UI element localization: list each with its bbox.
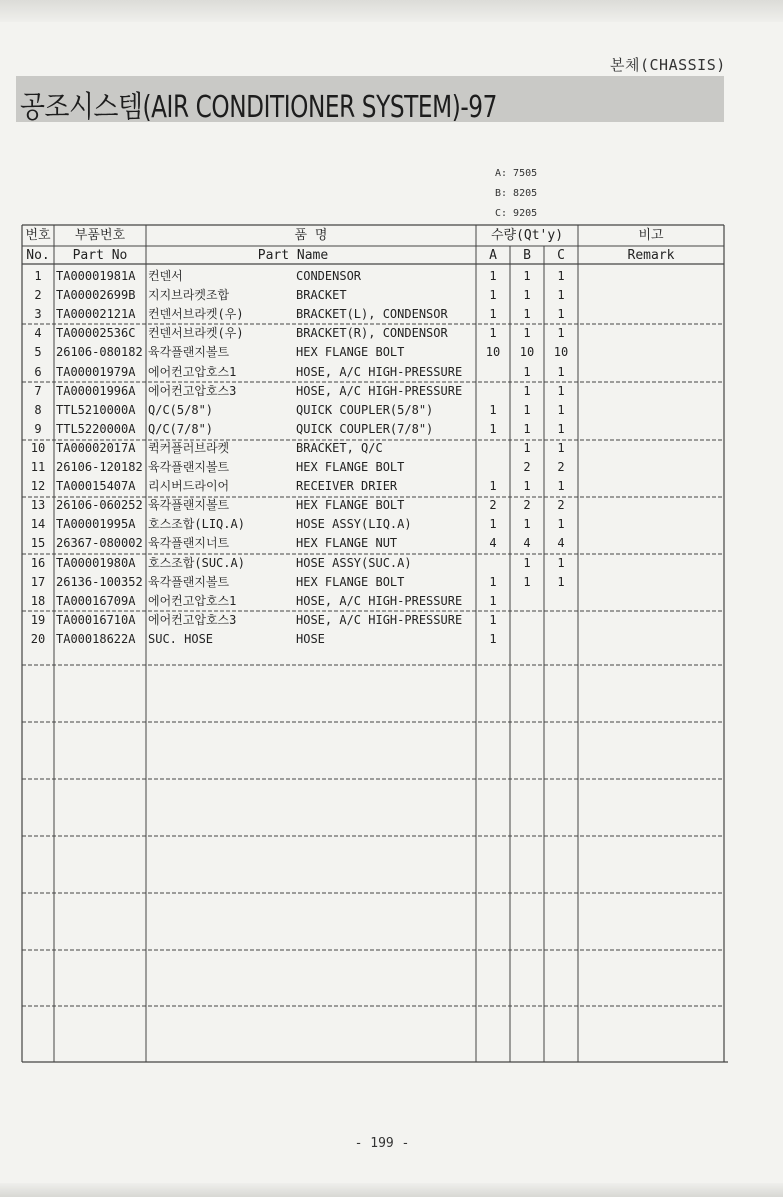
- cell-no: 15: [30, 536, 46, 551]
- cell-a: 10: [485, 345, 501, 360]
- cell-name-en: BRACKET: [296, 288, 347, 303]
- cell-part-no: 26136-100352: [56, 574, 143, 589]
- cell-part-no: 26106-060252: [56, 498, 143, 513]
- cell-name-ko: 호스조합(SUC.A): [148, 555, 245, 570]
- cell-part-no: 26367-080002: [56, 536, 143, 551]
- cell-name-en: QUICK COUPLER(5/8"): [296, 402, 434, 417]
- cell-name-ko: 퀵커플러브라켓: [148, 440, 230, 455]
- cell-no: 2: [34, 288, 42, 303]
- cell-b: 1: [523, 440, 531, 455]
- cell-name-en: HEX FLANGE BOLT: [296, 498, 405, 513]
- cell-b: 1: [523, 364, 531, 379]
- cell-part-no: TA00001980A: [56, 555, 136, 570]
- header-remark-ko: 비고: [638, 228, 664, 243]
- cell-a: 1: [489, 421, 497, 436]
- cell-b: 2: [523, 460, 531, 474]
- cell-c: 2: [557, 460, 565, 474]
- cell-part-no: TA00016710A: [56, 612, 136, 627]
- cell-name-en: BRACKET(L), CONDENSOR: [296, 307, 448, 322]
- cell-no: 18: [30, 593, 46, 608]
- cell-c: 1: [557, 517, 565, 532]
- cell-no: 20: [30, 631, 46, 646]
- cell-part-no: TA00002536C: [56, 326, 136, 341]
- variant-c-label: C: 9205: [495, 208, 538, 219]
- cell-b: 1: [523, 517, 531, 532]
- cell-c: 1: [557, 421, 565, 436]
- cell-a: 1: [489, 269, 497, 283]
- cell-a: 2: [489, 498, 497, 513]
- cell-no: 11: [30, 460, 46, 474]
- cell-b: 2: [523, 498, 531, 513]
- header-no-ko: 번호: [25, 228, 51, 243]
- cell-a: 1: [489, 517, 497, 532]
- cell-a: 1: [489, 479, 497, 494]
- cell-part-no: TA00002017A: [56, 440, 136, 455]
- header-remark-en: Remark: [627, 248, 675, 263]
- section-label: 본체(CHASSIS): [610, 56, 726, 74]
- cell-a: 1: [489, 631, 497, 646]
- cell-name-en: QUICK COUPLER(7/8"): [296, 421, 434, 436]
- cell-name-ko: 지지브라켓조합: [148, 288, 230, 303]
- cell-part-no: TA00018622A: [56, 631, 136, 646]
- cell-c: 1: [557, 307, 565, 322]
- cell-c: 1: [557, 479, 565, 494]
- cell-name-en: BRACKET, Q/C: [296, 440, 383, 455]
- cell-part-no: TA00002121A: [56, 307, 136, 322]
- cell-b: 1: [523, 307, 531, 322]
- variant-a-label: A: 7505: [495, 168, 538, 179]
- cell-a: 1: [489, 574, 497, 589]
- header-part-no-ko: 부품번호: [74, 228, 126, 243]
- cell-name-en: HOSE ASSY(SUC.A): [296, 555, 412, 570]
- cell-a: 1: [489, 593, 497, 608]
- cell-part-no: 26106-120182: [56, 460, 143, 474]
- cell-name-en: HEX FLANGE BOLT: [296, 345, 405, 360]
- cell-no: 10: [30, 440, 46, 455]
- cell-b: 1: [523, 269, 531, 283]
- cell-c: 1: [557, 402, 565, 417]
- cell-c: 1: [557, 555, 565, 570]
- cell-c: 10: [553, 345, 569, 360]
- cell-name-en: HEX FLANGE BOLT: [296, 460, 405, 474]
- cell-part-no: TA00002699B: [56, 288, 136, 303]
- cell-no: 4: [34, 326, 42, 341]
- header-part-no-en: Part No: [72, 248, 128, 263]
- cell-name-ko: 육각플랜지볼트: [148, 345, 230, 360]
- cell-part-no: TTL5210000A: [56, 402, 136, 417]
- cell-c: 1: [557, 326, 565, 341]
- cell-name-ko: 육각플랜지볼트: [148, 574, 230, 589]
- header-col-b: B: [523, 248, 531, 263]
- cell-a: 1: [489, 288, 497, 303]
- header-no-en: No.: [26, 248, 50, 263]
- cell-no: 19: [30, 612, 46, 627]
- cell-no: 12: [30, 479, 46, 494]
- header-col-a: A: [489, 248, 497, 263]
- cell-part-no: TA00015407A: [56, 479, 136, 494]
- cell-part-no: TA00016709A: [56, 593, 136, 608]
- cell-name-ko: 육각플랜지너트: [148, 536, 230, 551]
- header-col-c: C: [557, 248, 565, 263]
- cell-b: 1: [523, 288, 531, 303]
- cell-part-no: TA00001995A: [56, 517, 136, 532]
- cell-part-no: TA00001981A: [56, 269, 136, 283]
- cell-c: 4: [557, 536, 565, 551]
- cell-a: 1: [489, 326, 497, 341]
- cell-name-ko: 에어컨고압호스3: [148, 383, 237, 398]
- cell-name-ko: 육각플랜지볼트: [148, 498, 230, 513]
- cell-b: 1: [523, 421, 531, 436]
- cell-name-ko: Q/C(7/8"): [148, 421, 214, 436]
- cell-no: 5: [34, 345, 42, 360]
- cell-a: 1: [489, 612, 497, 627]
- cell-name-ko: 리시버드라이어: [148, 479, 230, 494]
- cell-b: 1: [523, 402, 531, 417]
- cell-name-en: HOSE ASSY(LIQ.A): [296, 517, 412, 532]
- cell-c: 1: [557, 383, 565, 398]
- cell-no: 7: [34, 383, 42, 398]
- variant-b-label: B: 8205: [495, 188, 538, 199]
- cell-name-ko: 에어컨고압호스3: [148, 612, 237, 627]
- cell-name-ko: 육각플랜지볼트: [148, 460, 230, 474]
- header-qty: 수량(Qt'y): [490, 228, 564, 243]
- cell-part-no: TTL5220000A: [56, 421, 136, 436]
- cell-name-en: HOSE, A/C HIGH-PRESSURE: [296, 593, 463, 608]
- cell-b: 1: [523, 326, 531, 341]
- cell-name-en: CONDENSOR: [296, 269, 362, 283]
- cell-no: 17: [30, 574, 46, 589]
- cell-name-ko: Q/C(5/8"): [148, 402, 214, 417]
- page-title: 공조시스템(AIR CONDITIONER SYSTEM)-97: [20, 90, 497, 125]
- cell-name-en: HOSE, A/C HIGH-PRESSURE: [296, 383, 463, 398]
- cell-no: 9: [34, 421, 42, 436]
- cell-b: 10: [519, 345, 535, 360]
- cell-b: 1: [523, 383, 531, 398]
- header-part-name-en: Part Name: [257, 248, 329, 263]
- cell-part-no: TA00001979A: [56, 364, 136, 379]
- cell-name-ko: 컨덴서: [148, 269, 183, 283]
- cell-c: 1: [557, 269, 565, 283]
- cell-name-en: HOSE, A/C HIGH-PRESSURE: [296, 612, 463, 627]
- cell-c: 1: [557, 288, 565, 303]
- cell-no: 16: [30, 555, 46, 570]
- cell-no: 13: [30, 498, 46, 513]
- cell-name-ko: 에어컨고압호스1: [148, 364, 237, 379]
- cell-part-no: 26106-080182: [56, 345, 143, 360]
- cell-name-ko: 컨덴서브라켓(우): [148, 307, 244, 322]
- cell-name-ko: 에어컨고압호스1: [148, 593, 237, 608]
- cell-a: 4: [489, 536, 497, 551]
- cell-name-en: HOSE, A/C HIGH-PRESSURE: [296, 364, 463, 379]
- cell-name-ko: 컨덴서브라켓(우): [148, 326, 244, 341]
- cell-b: 4: [523, 536, 531, 551]
- cell-b: 1: [523, 479, 531, 494]
- cell-c: 1: [557, 440, 565, 455]
- cell-name-en: BRACKET(R), CONDENSOR: [296, 326, 448, 341]
- cell-no: 1: [34, 269, 42, 283]
- cell-name-ko: 호스조합(LIQ.A): [148, 517, 245, 532]
- cell-part-no: TA00001996A: [56, 383, 136, 398]
- cell-name-en: HEX FLANGE BOLT: [296, 574, 405, 589]
- page-number: - 199 -: [354, 1136, 410, 1151]
- cell-no: 14: [30, 517, 46, 532]
- cell-name-en: RECEIVER DRIER: [296, 479, 398, 494]
- cell-c: 1: [557, 574, 565, 589]
- cell-c: 2: [557, 498, 565, 513]
- cell-a: 1: [489, 307, 497, 322]
- header-part-name-ko: 품 명: [294, 228, 328, 243]
- cell-b: 1: [523, 574, 531, 589]
- cell-no: 6: [34, 364, 42, 379]
- cell-no: 3: [34, 307, 42, 322]
- cell-b: 1: [523, 555, 531, 570]
- cell-a: 1: [489, 402, 497, 417]
- cell-name-en: HEX FLANGE NUT: [296, 536, 398, 551]
- cell-name-ko: SUC. HOSE: [148, 631, 214, 646]
- cell-c: 1: [557, 364, 565, 379]
- cell-no: 8: [34, 402, 42, 417]
- cell-name-en: HOSE: [296, 631, 325, 646]
